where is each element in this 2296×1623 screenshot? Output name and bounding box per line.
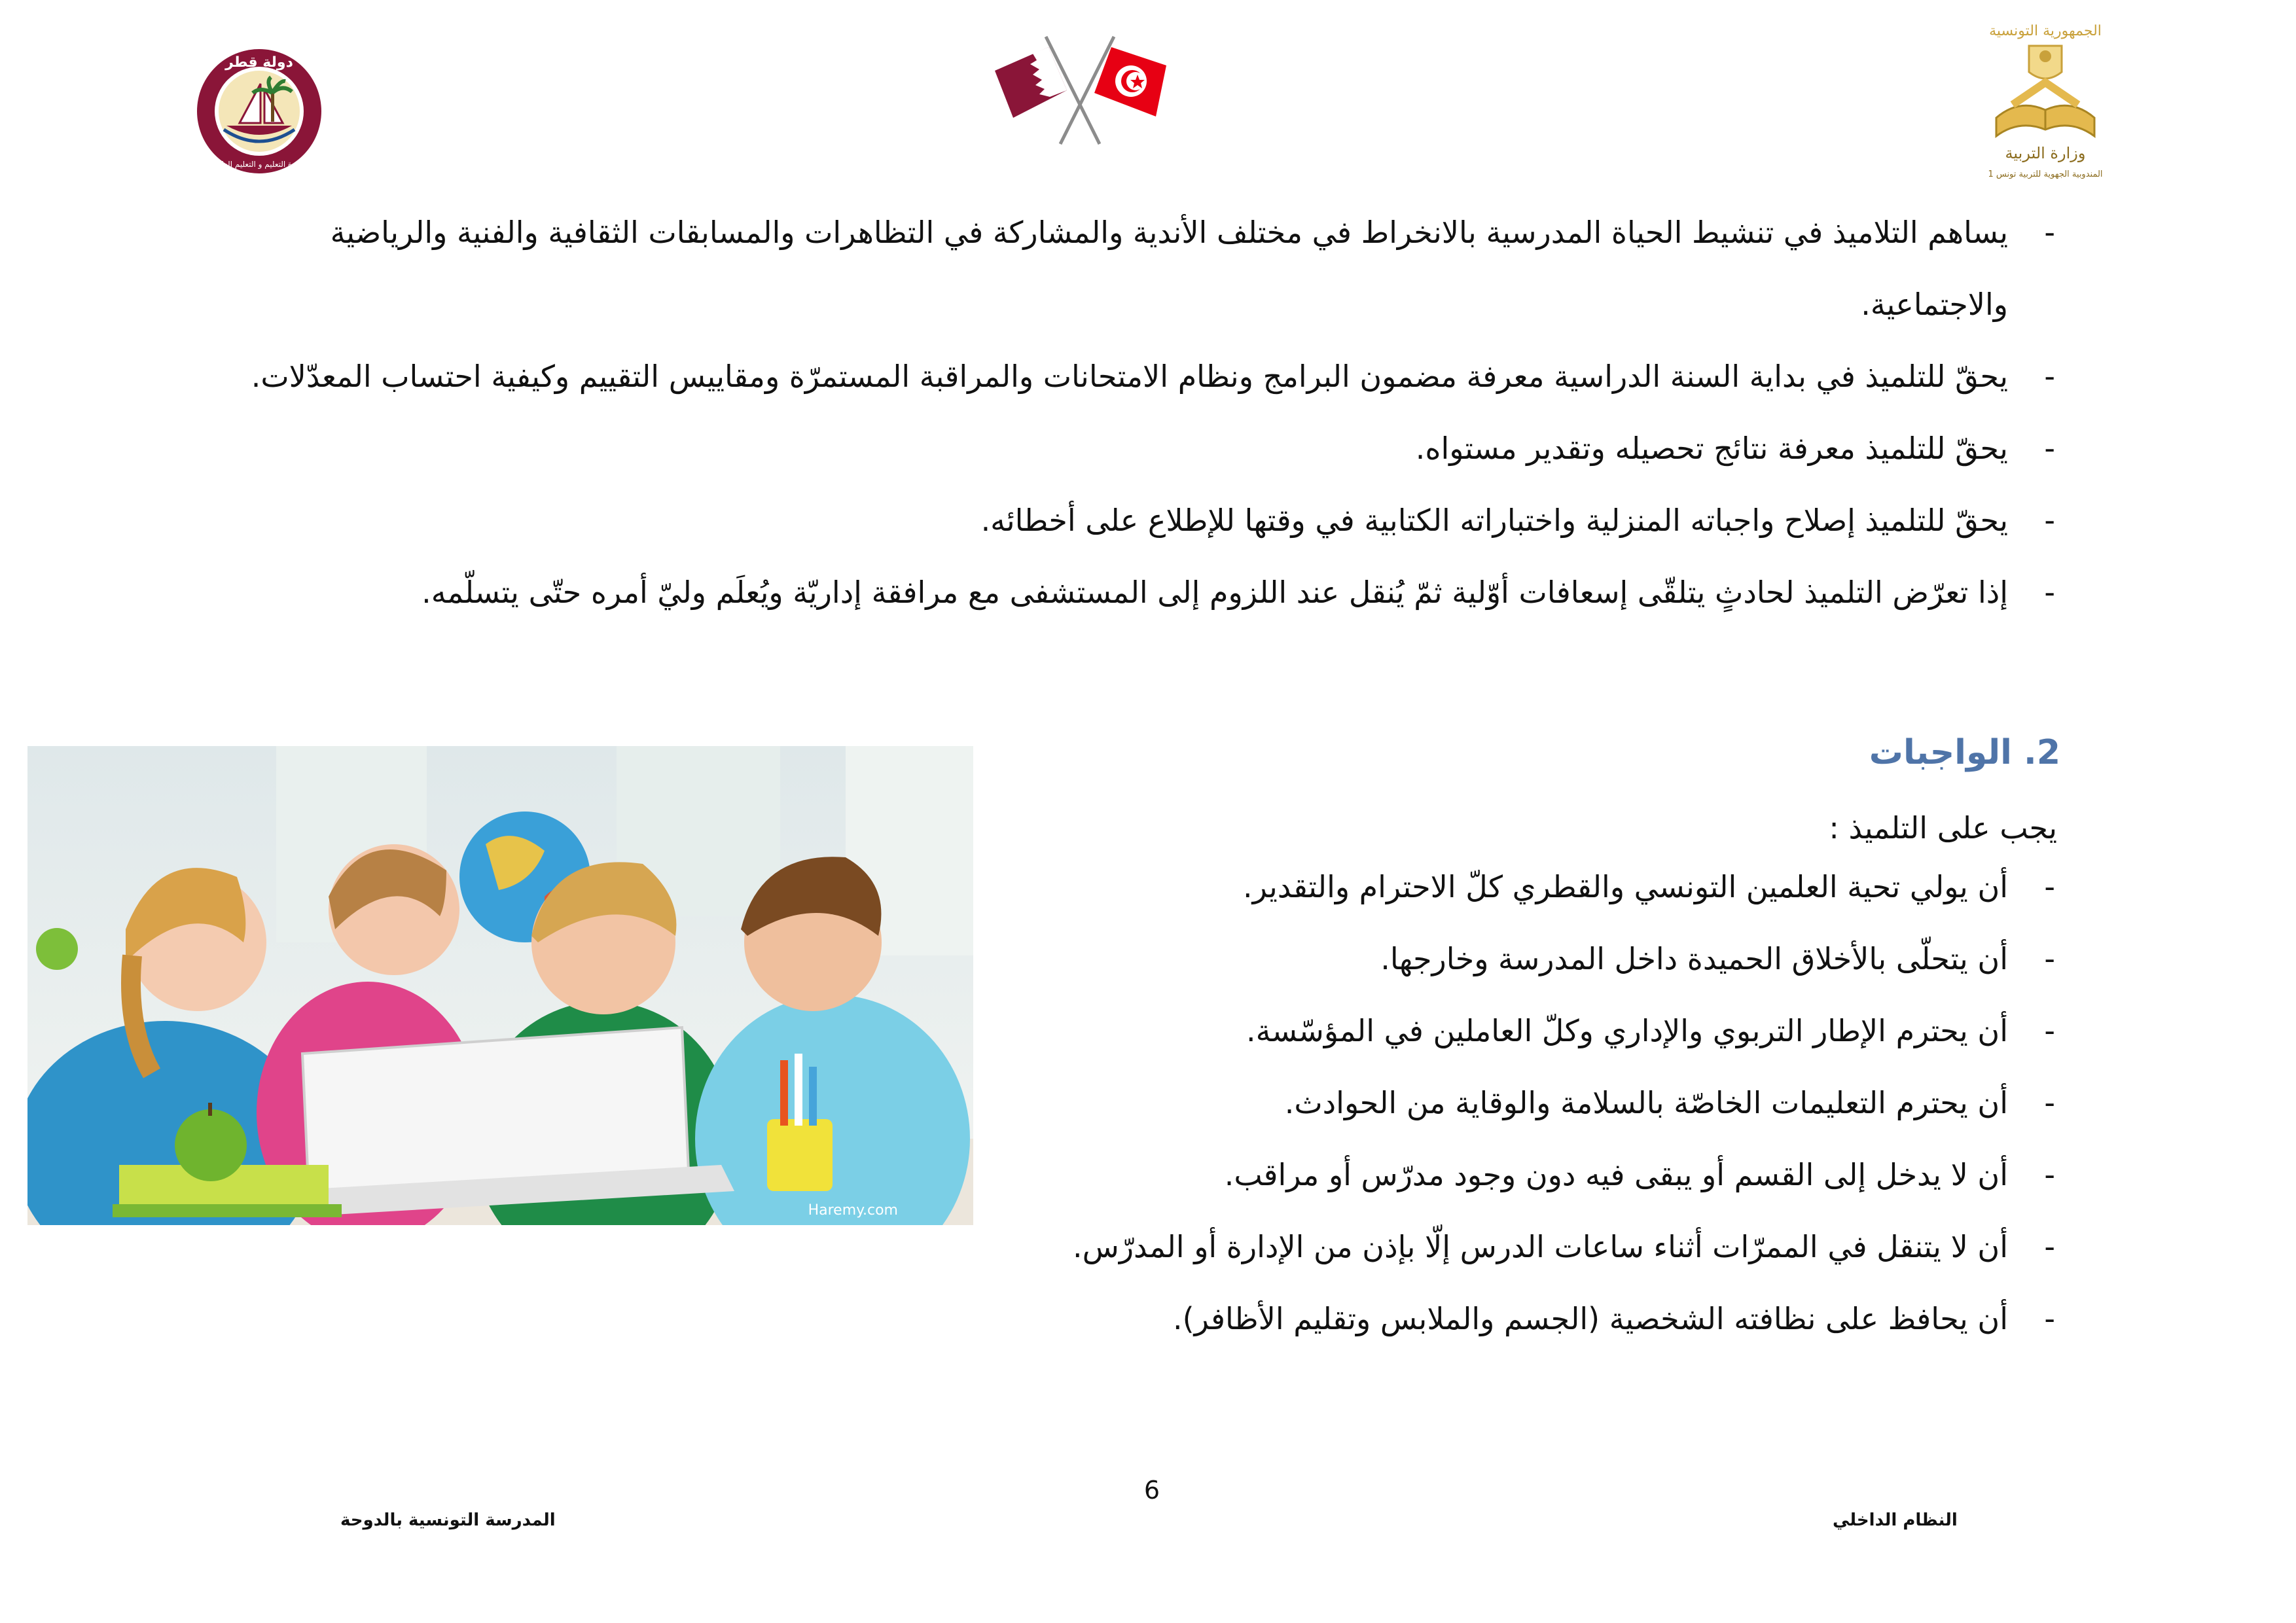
list-item-text: أن يحترم التعليمات الخاصّة بالسلامة والوقاية من الحوادث. <box>1284 1085 2008 1120</box>
bullet-dash: - <box>2044 1229 2055 1264</box>
tunisia-logo-region: المندوبية الجهوية للتربية تونس 1 <box>1988 169 2103 179</box>
list-item-text: أن يتحلّى بالأخلاق الحميدة داخل المدرسة وخارجها. <box>1380 941 2008 976</box>
tunisia-logo-ministry: وزارة التربية <box>2005 144 2086 162</box>
footer-school-name: المدرسة التونسية بالدوحة <box>340 1510 556 1530</box>
bullet-dash: - <box>2044 869 2055 904</box>
crossed-flags <box>975 31 1185 149</box>
list-item-text: أن يولي تحية العلمين التونسي والقطري كلّ الاحترام والتقدير. <box>1242 869 2008 904</box>
bullet-dash: - <box>2044 1085 2055 1120</box>
bullet-dash: - <box>2044 359 2055 394</box>
section-title-duties: 2. الواجبات <box>1869 733 2060 772</box>
bullet-dash: - <box>2044 1013 2055 1048</box>
list-item <box>228 556 2055 628</box>
bullet-dash: - <box>2044 431 2055 466</box>
list-item-text: أن لا يتنقل في الممرّات أثناء ساعات الدرس إلّا بإذن من الإدارة أو المدرّس. <box>1073 1229 2008 1264</box>
list-item <box>228 484 2055 556</box>
bullet-dash: - <box>2044 1301 2055 1336</box>
list-item <box>764 1283 2055 1355</box>
footer-document-title: النظام الداخلي <box>1833 1510 1958 1530</box>
bullet-dash: - <box>2044 215 2055 250</box>
list-item-text: يحقّ للتلميذ في بداية السنة الدراسية معرفة مضمون البرامج ونظام الامتحانات والمراقبة المستمرّة ومقاييس التقييم وكيفية احتساب المعدّلات. <box>251 359 2008 394</box>
list-item-text: يحقّ للتلميذ معرفة نتائج تحصيله وتقدير مستواه. <box>1415 431 2008 466</box>
qatar-logo-subtitle: وزارة التعليم و التعليم العالي <box>212 160 306 169</box>
qatar-logo-title: دولة قطر <box>225 54 293 71</box>
bullet-dash: - <box>2044 1157 2055 1192</box>
qatar-ministry-logo <box>187 46 331 177</box>
section-intro: يجب على التلميذ : <box>1829 810 2057 846</box>
list-item <box>228 340 2055 412</box>
page-number: 6 <box>1143 1476 1160 1505</box>
list-item-text: يساهم التلاميذ في تنشيط الحياة المدرسية بالانخراط في مختلف الأندية والمشاركة في التظاهرات والمسابقات الثقافية والفنية والرياضية والاجتماعية. <box>330 215 2008 322</box>
list-item-text: إذا تعرّض التلميذ لحادثٍ يتلقّى إسعافات أوّلية ثمّ يُنقل عند اللزوم إلى المستشفى مع مرافقة إداريّة ويُعلَم وليّ أمره حتّى يتسلّمه. <box>422 575 2008 610</box>
list-item-text: أن لا يدخل إلى القسم أو يبقى فيه دون وجود مدرّس أو مراقب. <box>1224 1157 2008 1192</box>
bullet-dash: - <box>2044 503 2055 538</box>
bullet-dash: - <box>2044 575 2055 610</box>
list-item-text: أن يحترم الإطار التربوي والإداري وكلّ العاملين في المؤسّسة. <box>1246 1013 2008 1048</box>
list-item-text: أن يحافظ على نظافته الشخصية (الجسم والملابس وتقليم الأظافر). <box>1173 1301 2008 1336</box>
students-laptop-photo <box>27 746 973 1225</box>
list-item-text: يحقّ للتلميذ إصلاح واجباته المنزلية واختباراته الكتابية في وقتها للإطلاع على أخطائه. <box>980 503 2008 538</box>
list-item <box>228 196 2055 340</box>
tunisia-logo-republic: الجمهورية التونسية <box>1989 23 2102 39</box>
tunisia-ministry-logo <box>1947 20 2144 183</box>
list-item <box>228 412 2055 484</box>
bullet-dash: - <box>2044 941 2055 976</box>
photo-watermark: Haremy.com <box>808 1202 898 1219</box>
rights-list <box>228 196 2055 628</box>
